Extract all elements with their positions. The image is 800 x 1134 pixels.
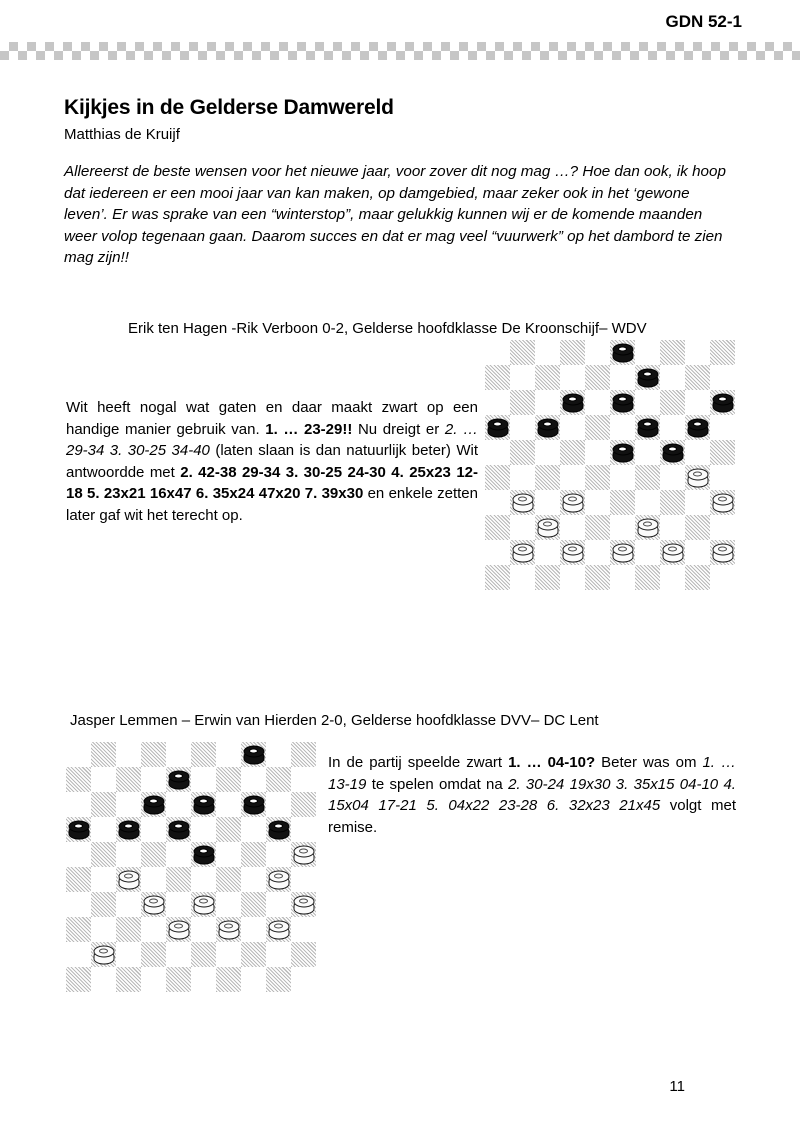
white-piece (512, 493, 533, 512)
board-square-light (66, 792, 91, 817)
board-square-dark (585, 365, 610, 390)
piece-center-mark (543, 421, 552, 426)
board-square-dark (66, 767, 91, 792)
black-piece (687, 418, 708, 437)
black-piece (537, 418, 558, 437)
board-square-light (610, 415, 635, 440)
black-piece (612, 393, 633, 412)
board-square-light (141, 817, 166, 842)
board-square-dark (535, 365, 560, 390)
white-piece (293, 845, 314, 864)
board-square-dark (91, 842, 116, 867)
board-square-light (635, 490, 660, 515)
board-square-light (560, 415, 585, 440)
board-square-light (91, 767, 116, 792)
board-square-light (116, 942, 141, 967)
board-square-dark (66, 917, 91, 942)
board-square-light (710, 365, 735, 390)
draughts-board-1 (485, 340, 735, 590)
board-square-light (291, 767, 316, 792)
board-square-light (266, 842, 291, 867)
board-square-light (291, 867, 316, 892)
board-square-dark (585, 465, 610, 490)
board-square-dark (216, 867, 241, 892)
board-square-light (610, 515, 635, 540)
board-square-dark (485, 515, 510, 540)
board-square-light (710, 465, 735, 490)
board-square-dark (610, 440, 635, 465)
piece-center-mark (224, 923, 233, 928)
board-square-dark (266, 867, 291, 892)
header-title: GDN 52-1 (665, 12, 742, 31)
board-square-light (585, 440, 610, 465)
white-piece (512, 543, 533, 562)
board-square-dark (266, 817, 291, 842)
piece-center-mark (618, 546, 627, 551)
board-square-light (191, 867, 216, 892)
piece-center-mark (299, 848, 308, 853)
white-piece (687, 468, 708, 487)
board-square-light (560, 465, 585, 490)
white-piece (93, 945, 114, 964)
white-piece (537, 518, 558, 537)
board-square-dark (166, 867, 191, 892)
board-square-light (610, 465, 635, 490)
board-square-dark (116, 917, 141, 942)
board-square-light (660, 465, 685, 490)
board-square-light (635, 390, 660, 415)
board-square-dark (560, 340, 585, 365)
board-square-light (485, 540, 510, 565)
piece-center-mark (99, 948, 108, 953)
board-square-dark (635, 465, 660, 490)
board-square-dark (291, 842, 316, 867)
board-square-light (685, 440, 710, 465)
board-square-dark (91, 742, 116, 767)
board-square-dark (191, 792, 216, 817)
white-piece (293, 895, 314, 914)
board-square-dark (710, 440, 735, 465)
piece-center-mark (693, 421, 702, 426)
board-square-light (191, 967, 216, 992)
board-square-light (216, 742, 241, 767)
board-square-dark (660, 440, 685, 465)
board-square-dark (191, 742, 216, 767)
game-heading-1: Erik ten Hagen -Rik Verboon 0-2, Gelderse hoofdklasse De Kroonschijf– WDV (128, 320, 647, 337)
board-square-light (291, 817, 316, 842)
piece-center-mark (149, 798, 158, 803)
board-square-light (485, 490, 510, 515)
board-square-dark (191, 942, 216, 967)
board-square-light (166, 942, 191, 967)
board-square-dark (166, 767, 191, 792)
piece-center-mark (199, 848, 208, 853)
board-square-light (660, 515, 685, 540)
board-square-light (685, 540, 710, 565)
board-square-light (116, 842, 141, 867)
board-square-dark (510, 390, 535, 415)
white-piece (712, 493, 733, 512)
board-square-light (660, 415, 685, 440)
board-square-light (116, 742, 141, 767)
white-piece (562, 543, 583, 562)
board-square-light (241, 817, 266, 842)
board-square-dark (485, 415, 510, 440)
piece-center-mark (149, 898, 158, 903)
game-heading-2: Jasper Lemmen – Erwin van Hierden 2-0, Gelderse hoofdklasse DVV– DC Lent (70, 712, 599, 729)
black-piece (637, 418, 658, 437)
board-square-dark (485, 365, 510, 390)
board-square-light (660, 565, 685, 590)
board-square-dark (291, 892, 316, 917)
game-commentary-1: Wit heeft nogal wat gaten en daar maakt zwart op een handige manier gebruik van. 1. … 23-29!! Nu dreigt er 2. … 29-34 3. 30-25 34-40 (laten slaan is dan natuurlijk beter) Wit antwoordde met 2. 42-38 29-34 3. 30-25 24-30 4. 25x23 12-18 5. 23x21 16x47 6. 35x24 47x20 7. 39x30 en enkele zetten later gaf wit het terecht op. (66, 399, 479, 524)
board-square-light (685, 490, 710, 515)
piece-center-mark (668, 446, 677, 451)
board-square-light (241, 767, 266, 792)
black-piece (612, 343, 633, 362)
board-square-dark (141, 742, 166, 767)
board-square-dark (635, 565, 660, 590)
board-square-light (560, 365, 585, 390)
board-square-light (635, 440, 660, 465)
board-square-light (166, 792, 191, 817)
board-square-light (585, 390, 610, 415)
board-square-light (141, 767, 166, 792)
piece-center-mark (643, 371, 652, 376)
piece-center-mark (274, 923, 283, 928)
board-square-light (116, 892, 141, 917)
board-square-light (535, 440, 560, 465)
board-square-dark (510, 490, 535, 515)
black-piece (662, 443, 683, 462)
white-piece (168, 920, 189, 939)
piece-center-mark (618, 396, 627, 401)
board-square-dark (66, 867, 91, 892)
white-piece (612, 543, 633, 562)
board-square-light (216, 892, 241, 917)
piece-center-mark (718, 496, 727, 501)
board-square-dark (91, 892, 116, 917)
board-square-light (535, 490, 560, 515)
board-square-light (560, 515, 585, 540)
board-square-light (66, 892, 91, 917)
board-square-light (585, 540, 610, 565)
board-square-dark (241, 892, 266, 917)
black-piece (243, 795, 264, 814)
board-square-dark (610, 490, 635, 515)
piece-center-mark (718, 546, 727, 551)
board-square-light (635, 540, 660, 565)
board-square-dark (116, 867, 141, 892)
board-square-dark (685, 415, 710, 440)
board-square-light (216, 792, 241, 817)
black-piece (193, 845, 214, 864)
piece-center-mark (668, 546, 677, 551)
white-piece (218, 920, 239, 939)
board-square-light (141, 967, 166, 992)
board-square-dark (585, 565, 610, 590)
board-square-dark (116, 817, 141, 842)
game-commentary-2: In de partij speelde zwart 1. … 04-10? Beter was om 1. … 13-19 te spelen omdat na 2. 30-24 19x30 3. 35x15 04-10 4. 15x04 17-21 5. 04x22 23-28 6. 32x23 21x45 volgt met remise. (328, 754, 736, 836)
black-piece (118, 820, 139, 839)
black-piece (562, 393, 583, 412)
board-square-dark (266, 917, 291, 942)
board-square-dark (560, 390, 585, 415)
piece-center-mark (618, 446, 627, 451)
piece-center-mark (249, 748, 258, 753)
white-piece (562, 493, 583, 512)
piece-center-mark (718, 396, 727, 401)
piece-center-mark (274, 873, 283, 878)
board-square-dark (660, 340, 685, 365)
board-square-light (216, 942, 241, 967)
board-square-light (241, 917, 266, 942)
black-piece (612, 443, 633, 462)
board-square-light (510, 565, 535, 590)
board-square-dark (485, 465, 510, 490)
board-square-dark (241, 792, 266, 817)
board-square-light (535, 390, 560, 415)
piece-center-mark (249, 798, 258, 803)
board-square-dark (141, 892, 166, 917)
article-intro-paragraph: Allereerst de beste wensen voor het nieuwe jaar, voor zover dit nog mag …? Hoe dan ook, ik hoop dat iedereen er een mooi jaar van kan maken, op damgebied, maar zeker ook in het ‘gewone leven’. Er was sprake van een “winterstop”, maar gelukkig kunnen wij er de komende maanden weer volop tegenaan gaan. Daarom succes en dat er mag veel “vuurwerk” op het dambord te zien mag zijn!! (64, 163, 726, 266)
piece-center-mark (618, 346, 627, 351)
board-square-light (610, 365, 635, 390)
board-square-light (510, 465, 535, 490)
board-square-dark (710, 540, 735, 565)
piece-center-mark (174, 923, 183, 928)
board-square-dark (660, 540, 685, 565)
board-square-dark (560, 440, 585, 465)
board-square-light (266, 892, 291, 917)
piece-center-mark (124, 873, 133, 878)
black-piece (637, 368, 658, 387)
board-square-dark (66, 967, 91, 992)
white-piece (637, 518, 658, 537)
black-piece (268, 820, 289, 839)
board-square-light (241, 967, 266, 992)
board-square-light (266, 942, 291, 967)
board-square-dark (266, 767, 291, 792)
board-square-light (535, 540, 560, 565)
board-square-dark (485, 565, 510, 590)
board-square-dark (291, 742, 316, 767)
piece-center-mark (518, 546, 527, 551)
board-square-dark (685, 565, 710, 590)
board-square-dark (91, 792, 116, 817)
board-square-light (660, 365, 685, 390)
board-square-dark (116, 967, 141, 992)
board-square-dark (116, 767, 141, 792)
piece-center-mark (174, 823, 183, 828)
piece-center-mark (199, 898, 208, 903)
board-square-light (66, 942, 91, 967)
board-square-light (166, 842, 191, 867)
board-square-light (91, 967, 116, 992)
board-square-dark (535, 515, 560, 540)
board-square-dark (585, 415, 610, 440)
board-square-light (266, 792, 291, 817)
black-piece (193, 795, 214, 814)
piece-center-mark (518, 496, 527, 501)
board-square-dark (141, 942, 166, 967)
board-square-light (485, 340, 510, 365)
piece-center-mark (543, 521, 552, 526)
board-square-light (685, 390, 710, 415)
black-piece (68, 820, 89, 839)
board-square-dark (241, 742, 266, 767)
board-square-light (116, 792, 141, 817)
board-square-light (560, 565, 585, 590)
board-square-dark (91, 942, 116, 967)
page-title: Kijkjes in de Gelderse Damwereld (64, 96, 394, 119)
board-square-dark (610, 390, 635, 415)
board-square-light (91, 867, 116, 892)
white-piece (193, 895, 214, 914)
board-square-dark (66, 817, 91, 842)
board-square-light (685, 340, 710, 365)
piece-center-mark (693, 471, 702, 476)
board-square-dark (560, 490, 585, 515)
page-number: 11 (669, 1078, 685, 1095)
black-piece (712, 393, 733, 412)
piece-center-mark (568, 396, 577, 401)
piece-center-mark (74, 823, 83, 828)
board-square-dark (510, 540, 535, 565)
board-square-dark (291, 792, 316, 817)
board-square-dark (685, 365, 710, 390)
board-square-dark (510, 440, 535, 465)
board-square-dark (535, 465, 560, 490)
board-square-dark (291, 942, 316, 967)
board-square-dark (610, 340, 635, 365)
board-square-dark (660, 490, 685, 515)
board-square-light (166, 892, 191, 917)
board-square-light (91, 917, 116, 942)
board-square-dark (191, 892, 216, 917)
white-piece (143, 895, 164, 914)
black-piece (143, 795, 164, 814)
board-square-light (191, 917, 216, 942)
board-square-light (510, 365, 535, 390)
board-square-light (291, 967, 316, 992)
white-piece (662, 543, 683, 562)
board-square-dark (610, 540, 635, 565)
board-square-light (510, 515, 535, 540)
board-square-dark (660, 390, 685, 415)
board-square-light (141, 917, 166, 942)
board-square-dark (216, 817, 241, 842)
board-square-dark (635, 415, 660, 440)
board-square-dark (635, 515, 660, 540)
black-piece (243, 745, 264, 764)
board-square-dark (241, 942, 266, 967)
board-square-light (510, 415, 535, 440)
white-piece (268, 920, 289, 939)
board-square-light (710, 565, 735, 590)
board-square-dark (191, 842, 216, 867)
board-square-dark (141, 842, 166, 867)
piece-center-mark (568, 546, 577, 551)
article-author: Matthias de Kruijf (64, 126, 180, 143)
black-piece (168, 770, 189, 789)
white-piece (268, 870, 289, 889)
board-square-dark (241, 842, 266, 867)
board-square-light (166, 742, 191, 767)
board-square-dark (710, 490, 735, 515)
board-square-dark (166, 817, 191, 842)
board-square-dark (141, 792, 166, 817)
board-square-dark (560, 540, 585, 565)
board-square-light (241, 867, 266, 892)
board-square-dark (710, 390, 735, 415)
board-square-light (485, 440, 510, 465)
board-square-dark (510, 340, 535, 365)
board-square-dark (216, 967, 241, 992)
white-piece (712, 543, 733, 562)
board-square-light (610, 565, 635, 590)
board-square-light (91, 817, 116, 842)
piece-center-mark (124, 823, 133, 828)
board-square-light (485, 390, 510, 415)
board-square-light (191, 817, 216, 842)
board-square-light (585, 340, 610, 365)
board-square-light (266, 742, 291, 767)
board-square-light (66, 842, 91, 867)
draughts-board-2 (66, 742, 316, 992)
black-piece (168, 820, 189, 839)
board-square-dark (166, 917, 191, 942)
board-square-light (635, 340, 660, 365)
board-square-dark (535, 415, 560, 440)
board-square-light (710, 415, 735, 440)
board-square-light (710, 515, 735, 540)
board-square-light (535, 340, 560, 365)
board-square-light (191, 767, 216, 792)
board-square-dark (216, 767, 241, 792)
board-square-dark (685, 465, 710, 490)
piece-center-mark (299, 898, 308, 903)
piece-center-mark (568, 496, 577, 501)
piece-center-mark (199, 798, 208, 803)
board-square-dark (585, 515, 610, 540)
board-square-dark (685, 515, 710, 540)
board-square-dark (535, 565, 560, 590)
board-square-light (585, 490, 610, 515)
piece-center-mark (274, 823, 283, 828)
white-piece (118, 870, 139, 889)
board-square-dark (166, 967, 191, 992)
board-square-dark (266, 967, 291, 992)
board-square-light (291, 917, 316, 942)
board-square-dark (710, 340, 735, 365)
board-square-dark (635, 365, 660, 390)
piece-center-mark (643, 521, 652, 526)
black-piece (487, 418, 508, 437)
board-square-dark (216, 917, 241, 942)
board-square-light (216, 842, 241, 867)
piece-center-mark (174, 773, 183, 778)
board-square-light (66, 742, 91, 767)
piece-center-mark (643, 421, 652, 426)
piece-center-mark (493, 421, 502, 426)
board-square-light (141, 867, 166, 892)
